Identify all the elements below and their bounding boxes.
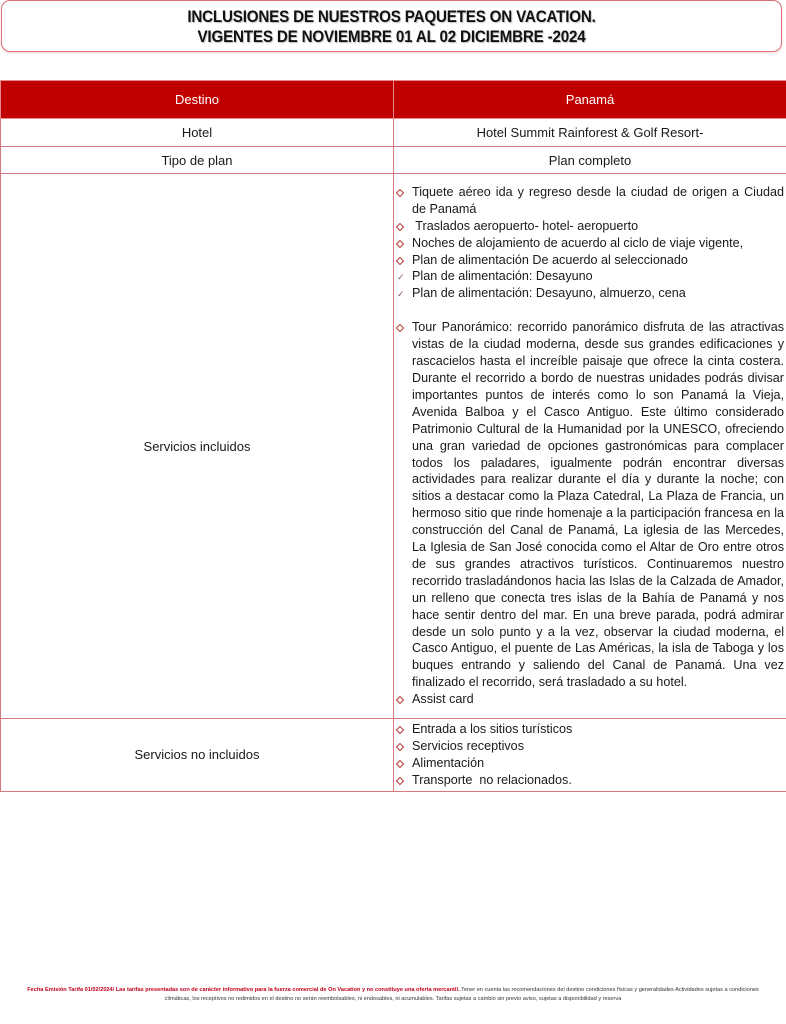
diamond-bullet-icon [396,777,404,785]
list-item: Plan de alimentación De acuerdo al seleccionado [394,252,784,269]
included-services-cell [394,174,786,719]
not-included-services-cell [394,719,786,792]
footer-red-text: Fecha Emisión Tarifa 01/02/2024/ Las tarifas presentadas son de carácter informativo para la fuerza comercial de On Vacation y no constituye una oferta mercantil. [27,987,460,993]
diamond-bullet-icon [396,223,404,231]
check-bullet-icon: ✓ [397,289,405,300]
list-item: ✓ Plan de alimentación: Desayuno, almuerzo, cena [394,285,784,302]
diamond-bullet-icon [396,189,404,197]
list-item: Alimentación [394,755,784,772]
table-row-included-services [1,174,786,719]
list-item: ✓ Plan de alimentación: Desayuno [394,268,784,285]
list-item: Entrada a los sitios turísticos [394,721,784,738]
destination-label: Destino [1,81,394,119]
table-row-not-included-services [1,719,786,792]
plan-value: Plan completo [394,147,786,174]
list-item: Assist card [394,691,784,708]
list-item: Servicios receptivos [394,738,784,755]
footer-disclaimer [10,986,776,1004]
plan-label: Tipo de plan [1,147,394,174]
not-included-services-list [394,719,786,791]
hotel-value: Hotel Summit Rainforest & Golf Resort- [394,119,786,147]
title-line-1: INCLUSIONES DE NUESTROS PAQUETES ON VACATION. [187,8,596,26]
title-line-2: VIGENTES DE NOVIEMBRE 01 AL 02 DICIEMBRE -2024 [197,28,586,46]
table-row-plan [1,147,786,174]
list-item: Transporte no relacionados. [394,772,784,789]
diamond-bullet-icon [396,726,404,734]
inclusions-table [0,80,786,792]
diamond-bullet-icon [396,240,404,248]
list-item: Noches de alojamiento de acuerdo al ciclo de viaje vigente, [394,235,784,252]
table-row-hotel [1,119,786,147]
table-header-row [1,81,786,119]
included-services-list [394,182,786,710]
footer-text-2: climáticas, los receptivos no redimidos en el destino no serán reembolsables, ni endosables, ni acumulables. Tarifas sujetas a cambio sin previo aviso, sujetas a disponibilidad y reserva [164,996,622,1002]
diamond-bullet-icon [396,257,404,265]
diamond-bullet-icon [396,760,404,768]
destination-value: Panamá [394,81,786,119]
diamond-bullet-icon [396,696,404,704]
list-item: Traslados aeropuerto- hotel- aeropuerto [394,218,784,235]
diamond-bullet-icon [396,324,404,332]
check-bullet-icon: ✓ [397,272,405,283]
not-included-services-label: Servicios no incluidos [1,719,394,792]
footer-text-1: .Tener en cuenta las recomendaciones del destino condiciones físicas y generalidades Actividades sujetas a condiciones [459,987,759,993]
diamond-bullet-icon [396,743,404,751]
included-services-label: Servicios incluidos [1,174,394,719]
title-banner [1,0,782,52]
list-item: Tiquete aéreo ida y regreso desde la ciudad de origen a Ciudad de Panamá [394,184,784,218]
list-item: Tour Panorámico: recorrido panorámico disfruta de las atractivas vistas de la ciudad moderna, desde sus grandes edificaciones y rascacielos hasta el increíble paisaje que ofrece la cinta costera. Durante el recorrido a bordo de nuestras unidades podrás divisar importantes puntos de interés como lo son Panamá la Vieja, Avenida Balboa y el Casco Antiguo. Este último considerado Patrimonio Cultural de la Humanidad por la UNESCO, ofreciendo una gran variedad de opciones gastronómicas para complacer todos los paladares, igualmente podrán encontrar diversas actividades para realizar durante el día y durante la noche; con sitios a destacar como la Plaza Catedral, La Plaza de Francia, un hermoso sitio que rinde homenaje a la participación francesa en la construcción del Canal de Panamá, La iglesia de las Mercedes, La Iglesia de San José conocida como el Altar de Oro entre otros de sus grandes atractivos turísticos. Continuaremos nuestro recorrido trasladándonos hacia las Islas de la Calzada de Amador, un relleno que conecta tres islas de la Bahía de Panamá y nos hace sentir dentro del mar. En una breve parada, podrá admirar desde un solo punto y a la vez, observar la ciudad moderna, el Casco Antiguo, el puente de Las Américas, la isla de Taboga y los buques entrando y saliendo del Canal de Panamá. Una vez finalizado el recorrido, será trasladado a su hotel. [394,319,784,691]
hotel-label: Hotel [1,119,394,147]
